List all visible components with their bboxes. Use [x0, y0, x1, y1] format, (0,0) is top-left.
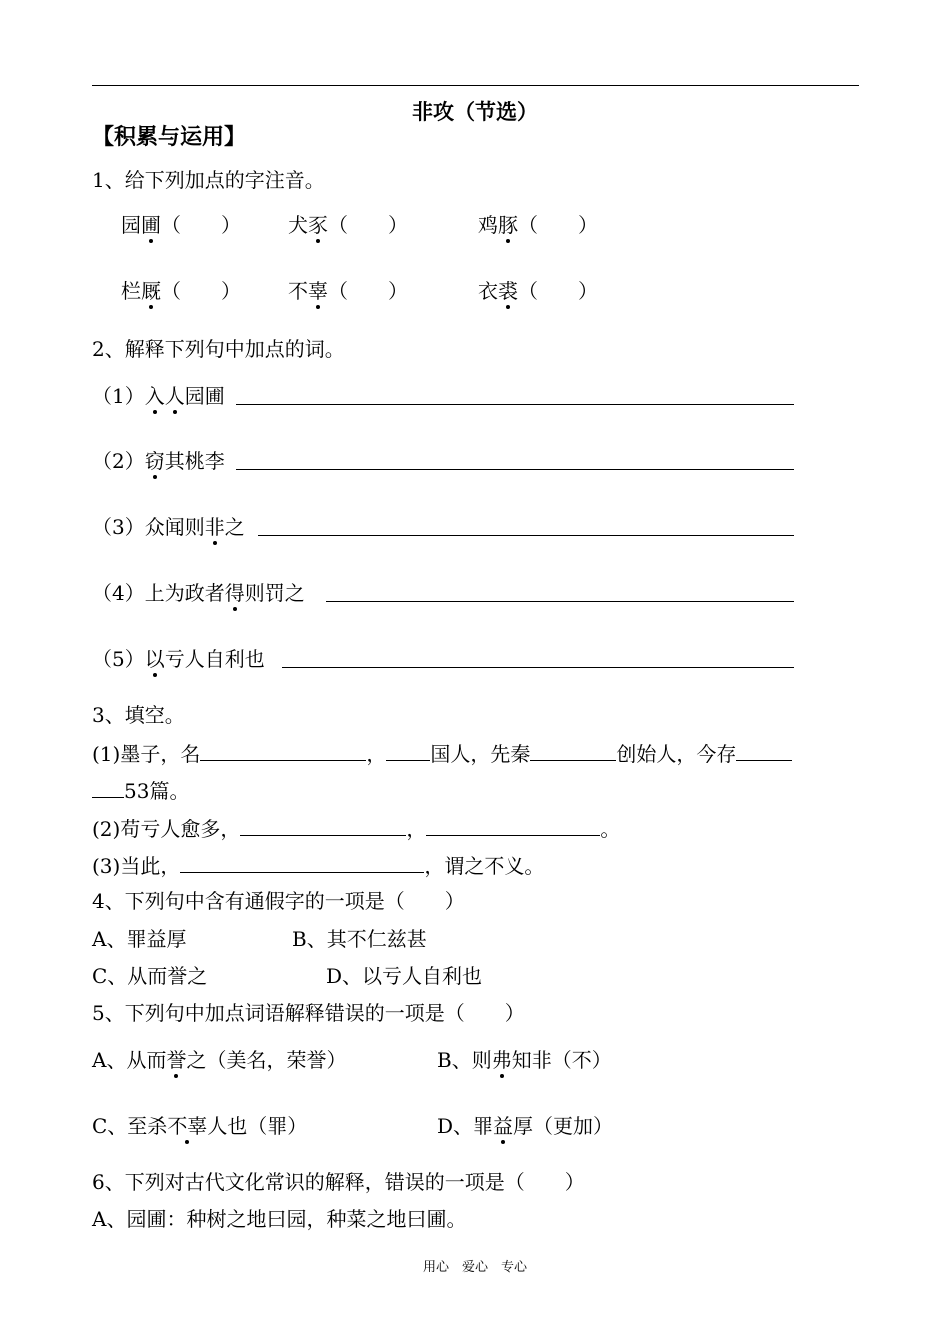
blank-mozi-state[interactable] [386, 740, 430, 761]
q3-line-3: (2)苟亏人愈多， ， 。 [92, 817, 621, 841]
q5-option-b[interactable]: B、则弗知非（不） [437, 1048, 612, 1072]
q1-item-3: 鸡豚（ ） [478, 213, 598, 237]
q5-stem: 5、下列句中加点词语解释错误的一项是（ ） [92, 1001, 525, 1025]
q4-option-b[interactable]: B、其不仁兹甚 [292, 927, 427, 951]
blank-mozi-name[interactable] [200, 740, 366, 761]
q2-item-3: （3）众闻则非之 [92, 515, 245, 539]
q2-answer-line-2[interactable] [236, 469, 794, 470]
q2-answer-line-4[interactable] [326, 601, 794, 602]
q2-answer-line-1[interactable] [236, 404, 794, 405]
top-rule [92, 85, 859, 86]
q3-line-1: (1)墨子，名 ， 国人，先秦 创始人，今存 [92, 740, 792, 766]
q3-line-2: 53篇。 [92, 777, 189, 803]
q4-stem: 4、下列句中含有通假字的一项是（ ） [92, 889, 465, 913]
q1-item-2: 犬豕（ ） [288, 213, 408, 237]
q5-option-c[interactable]: C、至杀不辜人也（罪） [92, 1114, 308, 1138]
q3-stem: 3、填空。 [92, 703, 185, 727]
section-heading: 【积累与运用】 [92, 125, 247, 150]
q2-item-4: （4）上为政者得则罚之 [92, 581, 305, 605]
q2-item-2: （2）窃其桃李 [92, 449, 225, 473]
q4-option-a[interactable]: A、罪益厚 [92, 927, 187, 951]
q2-answer-line-3[interactable] [258, 535, 794, 536]
q1-stem: 1、给下列加点的字注音。 [92, 168, 325, 192]
q1-item-6: 衣裘（ ） [478, 279, 598, 303]
blank-book-b[interactable] [92, 777, 124, 798]
q4-option-c[interactable]: C、从而誉之 [92, 964, 208, 988]
blank-book-a[interactable] [736, 740, 792, 761]
page-title: 非攻（节选） [412, 100, 538, 124]
q1-item-1: 园圃（ ） [121, 213, 241, 237]
blank-recite-1[interactable] [240, 815, 406, 836]
q3-line-4: (3)当此， ，谓之不义。 [92, 854, 545, 878]
q6-stem: 6、下列对古代文化常识的解释，错误的一项是（ ） [92, 1170, 585, 1194]
blank-school[interactable] [530, 740, 616, 761]
page-footer: 用心 爱心 专心 [422, 1260, 527, 1275]
q1-item-5: 不辜（ ） [288, 279, 408, 303]
q1-item-4: 栏厩（ ） [121, 279, 241, 303]
q2-item-5: （5）以亏人自利也 [92, 647, 265, 671]
q4-option-d[interactable]: D、以亏人自利也 [326, 964, 483, 988]
q5-option-d[interactable]: D、罪益厚（更加） [437, 1114, 614, 1138]
q5-option-a[interactable]: A、从而誉之（美名，荣誉） [92, 1048, 347, 1072]
q2-stem: 2、解释下列句中加点的词。 [92, 337, 345, 361]
blank-recite-2[interactable] [426, 815, 600, 836]
blank-recite-3[interactable] [180, 852, 424, 873]
q2-item-1: （1）入人园圃 [92, 384, 225, 408]
q6-option-a[interactable]: A、园圃：种树之地曰园，种菜之地曰圃。 [92, 1207, 467, 1231]
q2-answer-line-5[interactable] [282, 667, 794, 668]
